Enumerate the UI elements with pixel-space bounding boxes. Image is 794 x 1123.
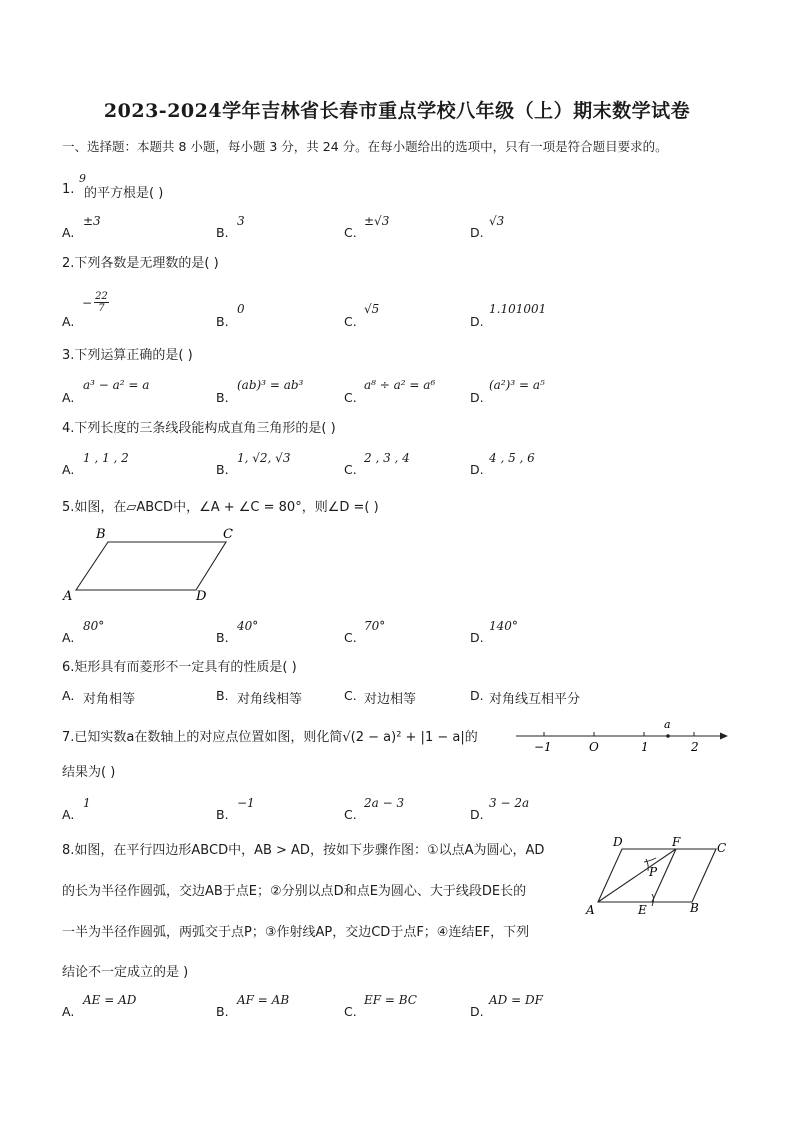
question-5-stem: 5.如图，在▱ABCD中，∠A + ∠C = 80°，则∠D =( ) (62, 500, 379, 515)
q5-option-c: 70° (364, 619, 386, 633)
q3-option-d: (a²)³ = a⁵ (489, 378, 545, 392)
q1-option-c-letter: C. (344, 225, 357, 240)
q6-option-a: 对角相等 (83, 692, 136, 707)
q3-option-a: a³ − a² = a (83, 378, 150, 392)
q6-option-c: 对边相等 (364, 692, 417, 707)
label-b: B (96, 527, 106, 542)
label-f: F (672, 835, 681, 849)
q6-option-d: 对角线互相平分 (489, 692, 581, 707)
q8-option-c: EF = BC (364, 993, 417, 1007)
question-3-stem: 3.下列运算正确的是( ) (62, 348, 193, 363)
q5-option-d: 140° (489, 619, 518, 633)
q2-option-d: 1.101001 (489, 302, 547, 316)
fraction-numerator: 22 (95, 291, 108, 302)
q7-option-d-letter: D. (470, 807, 484, 822)
q2-option-b: 0 (237, 302, 245, 316)
q7-option-b: −1 (237, 796, 255, 810)
fraction-denominator: 7 (98, 303, 105, 314)
question-7-stem: 7.已知实数a在数轴上的对应点位置如图，则化简√(2 − a)² + |1 − a|的 (62, 730, 478, 745)
label-a: A (586, 903, 595, 917)
page-title: 2023-2024学年吉林省长春市重点学校八年级（上）期末数学试卷 (103, 100, 691, 122)
q3-option-b-letter: B. (216, 390, 229, 405)
q1-option-a: ±3 (83, 214, 101, 228)
q2-option-a-letter: A. (62, 314, 75, 329)
q4-option-d-letter: D. (470, 462, 484, 477)
parallelogram-shape (76, 542, 226, 590)
point-a-label: a (664, 718, 671, 731)
label-e: E (638, 903, 647, 917)
q2-option-d-letter: D. (470, 314, 484, 329)
q5-option-d-letter: D. (470, 630, 484, 645)
label-b: B (690, 901, 699, 915)
q2-option-a-fraction (94, 291, 109, 314)
q3-option-c: a⁸ ÷ a² = a⁶ (364, 378, 436, 392)
q4-option-d: 4 , 5 , 6 (489, 451, 535, 465)
q6-option-b-letter: B. (216, 688, 229, 703)
question-4-stem: 4.下列长度的三条线段能构成直角三角形的是( ) (62, 421, 336, 436)
label-d: D (613, 835, 623, 849)
q3-option-b: (ab)³ = ab³ (237, 378, 304, 392)
construction-figure (582, 832, 734, 918)
q7-option-a-letter: A. (62, 807, 75, 822)
label-c: C (717, 841, 727, 855)
q4-option-c-letter: C. (344, 462, 357, 477)
q8-option-d-letter: D. (470, 1004, 484, 1019)
label-c: C (223, 527, 233, 542)
q5-option-a: 80° (83, 619, 105, 633)
q1-option-b: 3 (237, 214, 245, 228)
q7-option-c-letter: C. (344, 807, 357, 822)
tick-label-neg1: −1 (534, 740, 552, 754)
parallelogram-figure (60, 522, 240, 604)
q2-option-b-letter: B. (216, 314, 229, 329)
question-1-number: 1. (62, 182, 75, 197)
q8-option-a: AE = AD (83, 993, 137, 1007)
question-7-stem-cont: 结果为( ) (62, 765, 116, 780)
arc-upper (644, 858, 656, 862)
q8-option-c-letter: C. (344, 1004, 357, 1019)
q4-option-a-letter: A. (62, 462, 75, 477)
q2-option-a-sign: − (82, 295, 93, 310)
tick-label-0: O (589, 740, 599, 754)
q3-option-a-letter: A. (62, 390, 75, 405)
q5-option-b: 40° (237, 619, 259, 633)
q4-option-a: 1 , 1 , 2 (83, 451, 129, 465)
q1-option-b-letter: B. (216, 225, 229, 240)
label-d: D (196, 589, 207, 604)
question-1-radicand: 9 (79, 172, 86, 185)
q1-option-a-letter: A. (62, 225, 75, 240)
question-1-stem: 的平方根是( ) (84, 186, 164, 201)
tick-label-2: 2 (691, 740, 699, 754)
q7-option-d: 3 − 2a (489, 796, 530, 810)
q7-option-b-letter: B. (216, 807, 229, 822)
q6-option-a-letter: A. (62, 688, 75, 703)
q2-option-c-letter: C. (344, 314, 357, 329)
q8-option-b-letter: B. (216, 1004, 229, 1019)
q7-option-c: 2a − 3 (364, 796, 405, 810)
q7-option-a: 1 (83, 796, 91, 810)
q6-option-c-letter: C. (344, 688, 357, 703)
question-8-line-4: 结论不一定成立的是 ) (62, 965, 189, 980)
q3-option-c-letter: C. (344, 390, 357, 405)
q1-option-c: ±√3 (364, 214, 390, 228)
q5-option-b-letter: B. (216, 630, 229, 645)
q1-option-d: √3 (489, 214, 505, 228)
number-line-figure (510, 716, 732, 756)
q6-option-b: 对角线相等 (237, 692, 303, 707)
q2-option-c: √5 (364, 302, 380, 316)
point-a (666, 734, 670, 738)
q6-option-d-letter: D. (470, 688, 484, 703)
q4-option-b-letter: B. (216, 462, 229, 477)
q3-option-d-letter: D. (470, 390, 484, 405)
label-a: A (63, 589, 73, 604)
q8-option-a-letter: A. (62, 1004, 75, 1019)
question-8-line-2: 的长为半径作圆弧，交边AB于点E；②分别以点D和点E为圆心、大于线段DE长的 (62, 884, 527, 899)
tick-label-1: 1 (641, 740, 649, 754)
q8-option-b: AF = AB (237, 993, 290, 1007)
q4-option-b: 1, √2, √3 (237, 451, 291, 465)
number-line-arrow (720, 733, 728, 740)
q5-option-c-letter: C. (344, 630, 357, 645)
q2-option-a (82, 291, 109, 314)
q8-option-d: AD = DF (489, 993, 543, 1007)
q1-option-d-letter: D. (470, 225, 484, 240)
question-2-stem: 2.下列各数是无理数的是( ) (62, 256, 219, 271)
q5-option-a-letter: A. (62, 630, 75, 645)
section-heading: 一、选择题：本题共 8 小题，每小题 3 分，共 24 分。在每小题给出的选项中，只有一项是符合题目要求的。 (62, 139, 668, 154)
question-8-line-1: 8.如图，在平行四边形ABCD中，AB > AD，按如下步骤作图：①以点A为圆心，AD (62, 843, 545, 858)
label-p: P (649, 865, 658, 879)
question-8-line-3: 一半为半径作圆弧，两弧交于点P；③作射线AP，交边CD于点F；④连结EF，下列 (62, 925, 530, 940)
question-6-stem: 6.矩形具有而菱形不一定具有的性质是( ) (62, 660, 297, 675)
q4-option-c: 2 , 3 , 4 (364, 451, 410, 465)
